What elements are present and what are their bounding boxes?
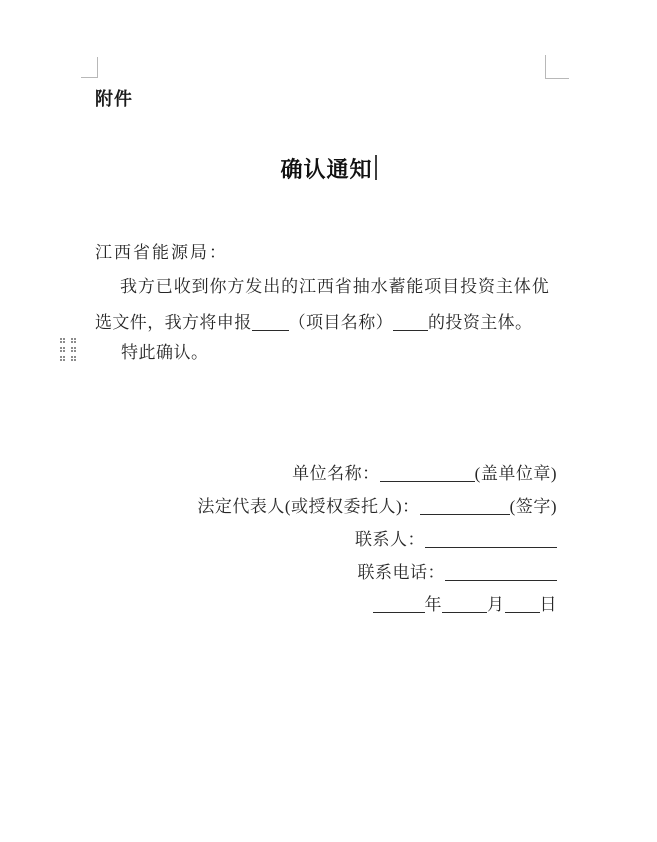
paragraph-line-2-text-before: 选文件，我方将申报 xyxy=(95,313,252,332)
signature-row-legal-rep[interactable] xyxy=(197,494,557,517)
document-title: 确认通知 xyxy=(280,157,373,182)
month-label: 月 xyxy=(487,595,505,614)
unit-name-blank xyxy=(380,464,475,482)
paragraph-line-2-text-after: 的投资主体。 xyxy=(428,313,533,332)
phone-label: 联系电话： xyxy=(357,563,445,582)
signature-note: (签字) xyxy=(509,497,557,516)
document-title-row[interactable] xyxy=(0,155,657,184)
legal-rep-label: 法定代表人(或授权委托人)： xyxy=(197,497,420,516)
salutation-line[interactable]: 江西省能源局： xyxy=(95,243,228,262)
signature-row-contact[interactable] xyxy=(355,527,557,550)
text-cursor xyxy=(375,155,377,180)
signature-row-unit-name[interactable] xyxy=(292,461,557,484)
paragraph-line-3[interactable]: 特此确认。 xyxy=(121,343,209,362)
signature-row-phone[interactable] xyxy=(358,560,558,583)
project-name-placeholder: （项目名称） xyxy=(288,313,394,332)
blank-underline-project-after xyxy=(393,313,428,331)
unit-name-label: 单位名称： xyxy=(292,464,380,483)
day-label: 日 xyxy=(539,595,557,614)
month-blank xyxy=(442,595,487,613)
year-label: 年 xyxy=(424,595,442,614)
signature-row-date[interactable] xyxy=(373,592,558,615)
drag-handle-icon[interactable] xyxy=(60,338,77,362)
contact-blank xyxy=(425,530,557,548)
paragraph-line-1[interactable]: 我方已收到你方发出的江西省抽水蓄能项目投资主体优 xyxy=(120,277,550,296)
year-blank xyxy=(373,595,425,613)
day-blank xyxy=(505,595,540,613)
margin-crop-mark-left xyxy=(81,57,98,78)
attachment-label[interactable]: 附件 xyxy=(95,89,133,109)
legal-rep-blank xyxy=(420,497,510,515)
contact-label: 联系人： xyxy=(355,530,425,549)
phone-blank xyxy=(445,563,557,581)
paragraph-line-2[interactable] xyxy=(95,310,532,333)
unit-seal-note: (盖单位章) xyxy=(474,464,557,483)
margin-crop-mark-right xyxy=(545,55,569,79)
blank-underline-project-before xyxy=(252,313,289,331)
